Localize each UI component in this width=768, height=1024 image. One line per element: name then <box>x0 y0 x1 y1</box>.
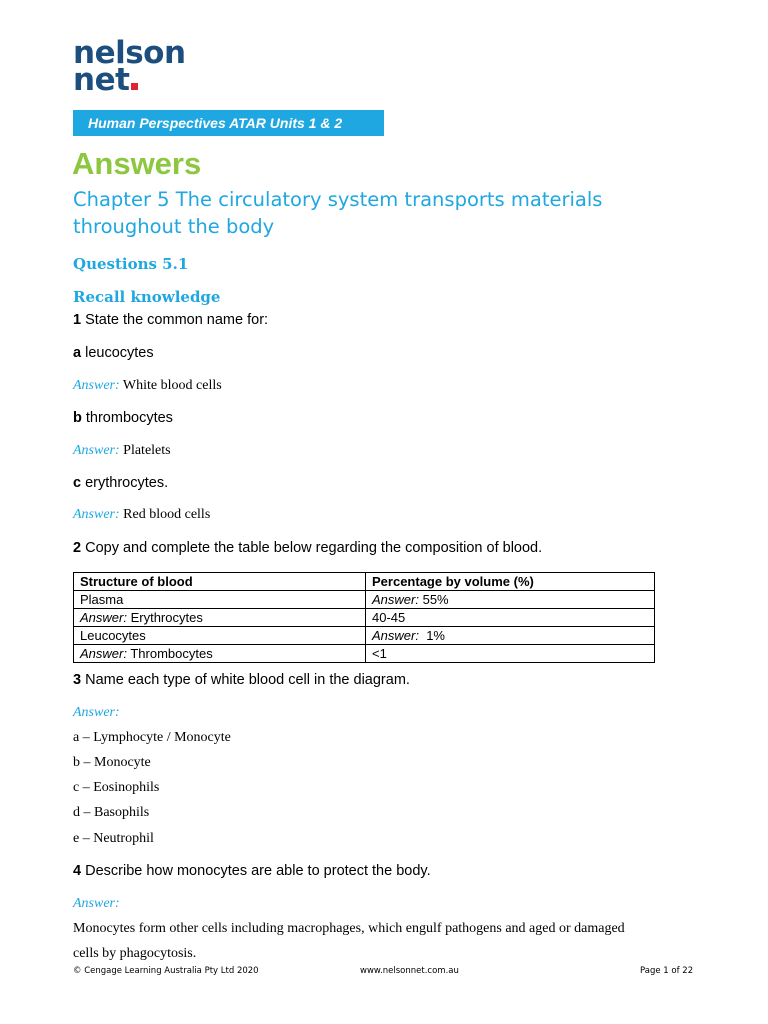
table-cell: Leucocytes <box>74 627 366 645</box>
answer-text: White blood cells <box>122 378 222 393</box>
blood-composition-table <box>73 572 655 663</box>
answer-3-label <box>73 705 120 721</box>
course-banner: Human Perspectives ATAR Units 1 & 2 <box>73 110 384 136</box>
question-1 <box>73 312 268 328</box>
question-1c <box>73 475 168 491</box>
footer-url[interactable]: www.nelsonnet.com.au <box>360 966 459 976</box>
answer-text: Red blood cells <box>123 507 211 522</box>
answer-label: Answer: <box>73 443 120 458</box>
answer-label: Answer: <box>372 592 419 607</box>
page-title: Answers <box>72 146 202 181</box>
table-cell <box>366 627 655 645</box>
question-1a <box>73 345 154 361</box>
question-1b <box>73 410 173 426</box>
logo-line-1: nelson <box>73 35 186 71</box>
table-header: Percentage by volume (%) <box>366 573 655 591</box>
part-text: thrombocytes <box>85 410 173 426</box>
list-item: a – Lymphocyte / Monocyte <box>73 730 231 745</box>
question-number: 1 <box>73 312 82 328</box>
answer-4-label <box>73 896 120 912</box>
answer-label: Answer: <box>372 628 419 643</box>
answer-label: Answer: <box>80 646 127 661</box>
question-text: Copy and complete the table below regarding the composition of blood. <box>85 540 543 556</box>
answer-1c <box>73 507 210 523</box>
answer-label: Answer: <box>73 378 120 393</box>
table-row <box>74 645 655 663</box>
section-heading: Questions 5.1 <box>73 255 189 273</box>
footer-copyright: © Cengage Learning Australia Pty Ltd 2020 <box>73 966 259 976</box>
answer-1a <box>73 378 222 394</box>
cell-value: 1% <box>426 628 445 643</box>
part-letter: a <box>73 345 82 361</box>
question-number: 2 <box>73 540 82 556</box>
answer-4-line-1: Monocytes form other cells including macrophages, which engulf pathogens and aged or damaged <box>73 921 625 936</box>
answer-label: Answer: <box>73 705 120 720</box>
list-item: d – Basophils <box>73 805 150 820</box>
nelson-net-logo <box>73 35 186 98</box>
table-cell <box>366 591 655 609</box>
logo-line-2-text: net <box>73 62 130 98</box>
question-number: 3 <box>73 672 82 688</box>
table-header: Structure of blood <box>74 573 366 591</box>
logo-red-dot <box>131 83 138 90</box>
answer-label: Answer: <box>73 896 120 911</box>
question-text: Name each type of white blood cell in the diagram. <box>85 672 410 688</box>
answer-text: Platelets <box>123 443 171 458</box>
question-number: 4 <box>73 863 82 879</box>
question-text: State the common name for: <box>85 312 269 328</box>
table-cell <box>74 645 366 663</box>
list-item: e – Neutrophil <box>73 831 154 846</box>
answer-4-line-2: cells by phagocytosis. <box>73 946 197 961</box>
question-2 <box>73 540 542 556</box>
answer-label: Answer: <box>73 507 120 522</box>
list-item: b – Monocyte <box>73 755 151 770</box>
table-cell <box>74 609 366 627</box>
part-text: erythrocytes. <box>85 475 169 491</box>
table-row <box>74 627 655 645</box>
cell-value: 55% <box>422 592 449 607</box>
footer-page-number: Page 1 of 22 <box>640 966 694 976</box>
question-4 <box>73 863 431 879</box>
logo-line-2 <box>73 62 186 98</box>
table-cell: <1 <box>366 645 655 663</box>
part-letter: b <box>73 410 82 426</box>
list-item: c – Eosinophils <box>73 780 160 795</box>
cell-value: Erythrocytes <box>130 610 203 625</box>
question-3 <box>73 672 410 688</box>
table-row <box>74 591 655 609</box>
question-text: Describe how monocytes are able to protect the body. <box>85 863 431 879</box>
table-cell: 40-45 <box>366 609 655 627</box>
subsection-heading: Recall knowledge <box>73 288 221 306</box>
table-row <box>74 609 655 627</box>
answer-label: Answer: <box>80 610 127 625</box>
cell-value: Thrombocytes <box>130 646 213 661</box>
chapter-heading: Chapter 5 The circulatory system transports materials throughout the body <box>73 188 603 238</box>
part-letter: c <box>73 475 82 491</box>
table-cell: Plasma <box>74 591 366 609</box>
table-header-row <box>74 573 655 591</box>
answer-1b <box>73 443 171 459</box>
part-text: leucocytes <box>85 345 154 361</box>
